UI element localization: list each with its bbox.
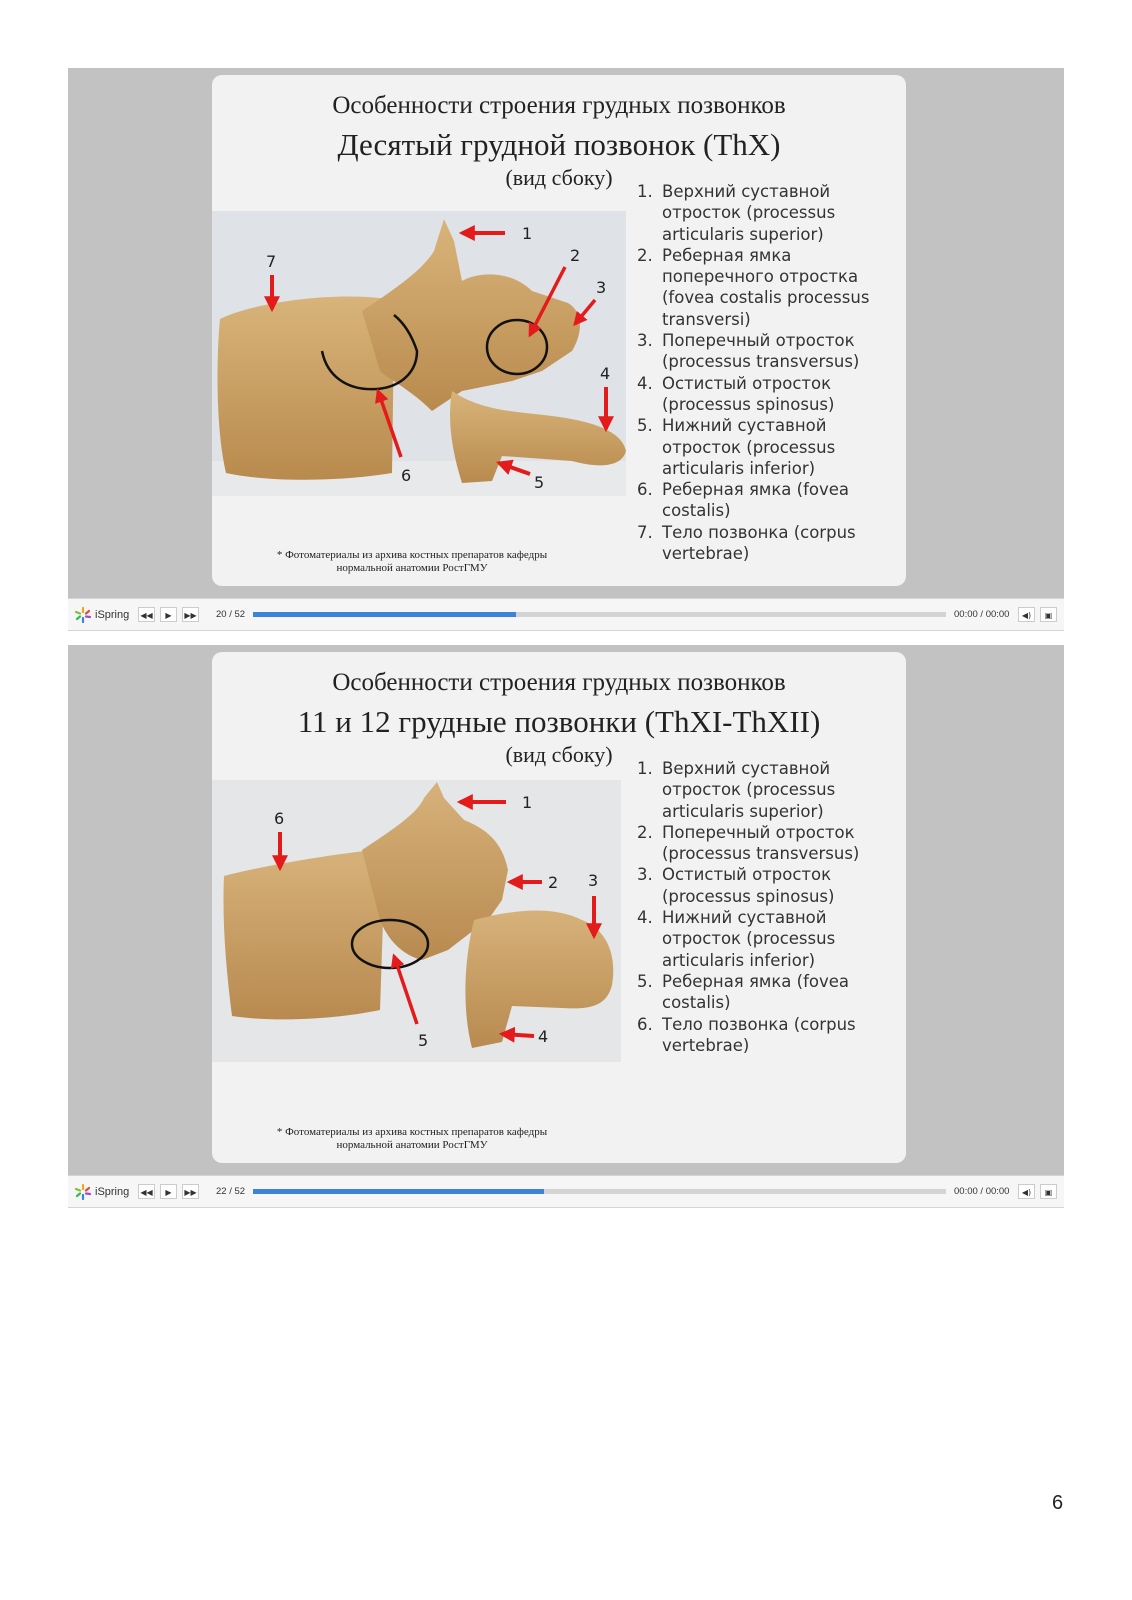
outline-button[interactable] — [1040, 607, 1057, 622]
vertebra-illustration — [212, 211, 626, 496]
marker-7: 7 — [266, 252, 277, 271]
label-item: 2. Поперечный отросток (processus transversus) — [658, 822, 906, 865]
label-item: 3. Остистый отросток (processus spinosus) — [658, 864, 906, 907]
vertebra-illustration — [212, 780, 621, 1062]
progress-bar[interactable] — [253, 612, 946, 617]
play-icon: ▶ — [165, 611, 172, 620]
slide-title-main: 11 и 12 грудные позвонки (ThXI-ThXII) — [297, 704, 821, 739]
photo-credit-line: нормальной анатомии РостГМУ — [336, 562, 488, 574]
label-item: 2. Реберная ямка поперечного отростка (fovea costalis processus transversi) — [658, 245, 906, 330]
marker-4: 4 — [600, 364, 611, 383]
label-item: 7. Тело позвонка (corpus vertebrae) — [658, 522, 906, 565]
label-item: 3. Поперечный отросток (processus transversus) — [658, 330, 906, 373]
label-item: 5. Реберная ямка (fovea costalis) — [658, 971, 906, 1014]
vertebra-photo — [212, 211, 626, 496]
ispring-logo-icon — [74, 607, 92, 623]
label-item: 5. Нижний суставной отросток (processus articularis inferior) — [658, 415, 906, 479]
rewind-icon: ◀◀ — [140, 611, 153, 620]
outline-toggle-icon: ▣ — [1044, 1188, 1053, 1197]
slide-title-main: Десятый грудной позвонок (ThX) — [337, 127, 781, 162]
ispring-logo — [74, 607, 129, 623]
slide-counter: 20 / 52 — [216, 609, 246, 620]
photo-credit-line: * Фотоматериалы из архива костных препаратов кафедры — [276, 1126, 548, 1138]
marker-3: 3 — [596, 278, 607, 297]
label-item: 6. Реберная ямка (fovea costalis) — [658, 479, 906, 522]
play-icon: ▶ — [165, 1188, 172, 1197]
player-toolbar — [68, 1175, 1064, 1208]
photo-credit-line: нормальной анатомии РостГМУ — [336, 1139, 488, 1151]
volume-button[interactable] — [1018, 1184, 1035, 1199]
prev-button[interactable] — [138, 1184, 155, 1199]
fast-forward-icon: ▶▶ — [184, 1188, 197, 1197]
play-button[interactable] — [160, 607, 177, 622]
player-toolbar — [68, 598, 1064, 631]
label-list — [632, 181, 906, 564]
label-item: 4. Остистый отросток (processus spinosus) — [658, 373, 906, 416]
next-button[interactable] — [182, 1184, 199, 1199]
prev-button[interactable] — [138, 607, 155, 622]
ispring-logo — [74, 1184, 129, 1200]
slide-title-topic: Особенности строения грудных позвонков — [332, 92, 786, 119]
marker-6: 6 — [401, 466, 412, 485]
time-readout: 00:00 / 00:00 — [954, 1186, 1010, 1197]
marker-2: 2 — [548, 873, 559, 892]
marker-6: 6 — [274, 809, 285, 828]
brand-name: iSpring — [95, 609, 130, 621]
progress-fill — [253, 612, 516, 617]
brand-name: iSpring — [95, 1186, 130, 1198]
marker-1: 1 — [522, 224, 533, 243]
page-number: 6 — [1052, 1492, 1064, 1514]
vertebra-photo — [212, 780, 621, 1062]
outline-button[interactable] — [1040, 1184, 1057, 1199]
slide-title-view: (вид сбоку) — [505, 742, 613, 767]
label-item: 6. Тело позвонка (corpus vertebrae) — [658, 1014, 906, 1057]
outline-toggle-icon: ▣ — [1044, 611, 1053, 620]
volume-icon: ◀) — [1021, 611, 1032, 620]
slide-player — [68, 68, 1064, 631]
slide-player — [68, 645, 1064, 1208]
label-item: 4. Нижний суставной отросток (processus articularis inferior) — [658, 907, 906, 971]
label-list — [632, 758, 906, 1056]
marker-3: 3 — [588, 871, 599, 890]
ispring-logo-icon — [74, 1184, 92, 1200]
marker-5: 5 — [418, 1031, 429, 1050]
marker-1: 1 — [522, 793, 533, 812]
fast-forward-icon: ▶▶ — [184, 611, 197, 620]
progress-fill — [253, 1189, 544, 1194]
marker-5: 5 — [534, 473, 545, 492]
label-item: 1. Верхний суставной отросток (processus articularis superior) — [658, 181, 906, 245]
slide — [212, 652, 906, 1163]
next-button[interactable] — [182, 607, 199, 622]
time-readout: 00:00 / 00:00 — [954, 609, 1010, 620]
slide — [212, 75, 906, 586]
slide-title-view: (вид сбоку) — [505, 165, 613, 190]
slide-title-topic: Особенности строения грудных позвонков — [332, 669, 786, 696]
photo-credit — [242, 1126, 582, 1152]
rewind-icon: ◀◀ — [140, 1188, 153, 1197]
slide-counter: 22 / 52 — [216, 1186, 246, 1197]
marker-2: 2 — [570, 246, 581, 265]
photo-credit — [242, 549, 582, 575]
volume-button[interactable] — [1018, 607, 1035, 622]
progress-bar[interactable] — [253, 1189, 946, 1194]
label-item: 1. Верхний суставной отросток (processus articularis superior) — [658, 758, 906, 822]
photo-credit-line: * Фотоматериалы из архива костных препаратов кафедры — [276, 549, 548, 561]
marker-4: 4 — [538, 1027, 549, 1046]
play-button[interactable] — [160, 1184, 177, 1199]
volume-icon: ◀) — [1021, 1188, 1032, 1197]
